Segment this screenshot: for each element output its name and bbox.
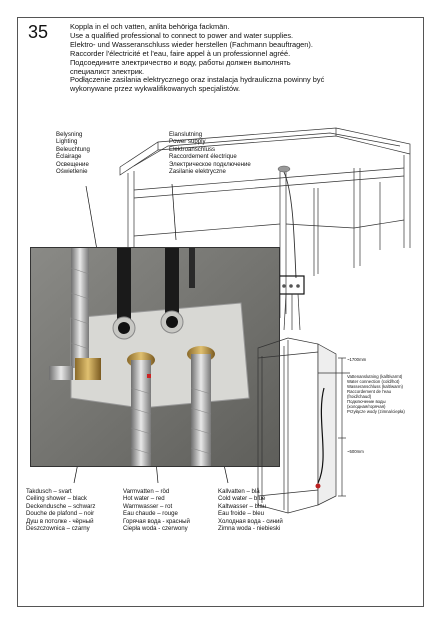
instruction-line: Raccorder l'électricité et l'eau, faire appel à un professionnel agréé.	[70, 48, 291, 58]
instruction-line: специалист электрик.	[70, 66, 145, 76]
manual-page	[17, 17, 424, 607]
dimension-top-label: ~1700mm	[347, 357, 367, 362]
connection-photo-drawing	[31, 248, 280, 467]
dimension-bottom-label: ~500mm	[347, 449, 364, 454]
water-connection-label: Vattenanslutning (kallt/varmt) Water connection (cold/hot) Wasseranschluss (kalt/warm) Raccordement de l'eau (froid/chaud) Подключение воды (холодная/горячая) Przyłącze wody (zimna/ciepła)	[347, 374, 405, 414]
instruction-line: Podłączenie zasilania elektrycznego oraz instalacja hydrauliczna powinny być	[70, 75, 325, 85]
instruction-line: wykonywane przez wykwalifikowanych specjalistów.	[70, 84, 241, 94]
connection-photo	[30, 247, 280, 467]
cold-water-label: Kallvatten – blå Cold water – blue Kaltwasser – blau Eau froide – bleu Холодная вода - синий Zimna woda - niebieski	[218, 488, 283, 533]
ceiling-shower-label: Takdusch – svart Ceiling shower – black Deckendusche – schwarz Douche de plafond – noir Душ в потолке - чёрный Deszczownica – czarny	[26, 488, 96, 533]
instruction-line: Koppla in el och vatten, anlita behöriga fackmän.	[70, 22, 230, 31]
instruction-line: Elektro- und Wasseranschluss wieder herstellen (Fachmann beauftragen).	[70, 39, 313, 49]
instruction-line: Use a qualified professional to connect to power and water supplies.	[70, 30, 294, 40]
step-number: 35	[28, 22, 49, 42]
hot-water-label: Varmvatten – röd Hot water – red Warmwasser – rot Eau chaude – rouge Горячая вода - красный Ciepła woda - czerwony	[123, 488, 190, 533]
lighting-label: Belysning Lighting Beleuchtung Éclairage Освещение Oświetlenie	[56, 131, 90, 176]
power-supply-label: Elanslutning Power supply Elektroanschluss Raccordement électrique Электрическое подключение Zasilanie elektryczne	[169, 131, 251, 176]
instruction-line: Подсоедините электричество и воду, работы должен выполнять	[70, 57, 291, 67]
